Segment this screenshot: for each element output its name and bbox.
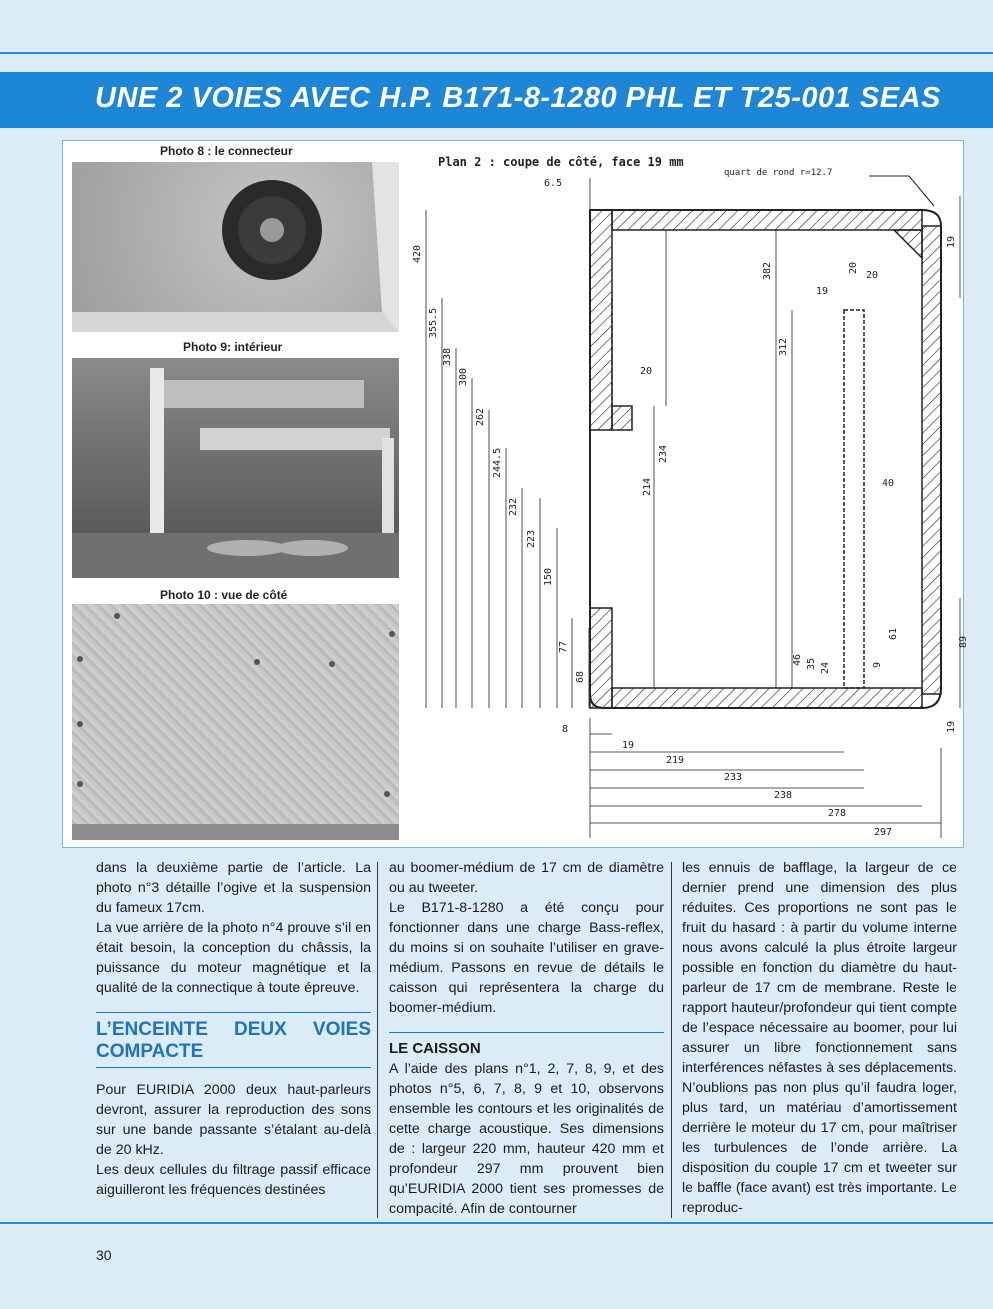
dim-20-baffle: 20 <box>640 366 653 377</box>
dim-19-top: 19 <box>946 235 957 248</box>
plan-note: quart de rond r=12.7 <box>724 168 833 178</box>
article-title: UNE 2 VOIES AVEC H.P. B171-8-1280 PHL ET T25-001 SEAS <box>95 82 941 114</box>
column-middle <box>389 858 664 1219</box>
dim-6-5: 6.5 <box>544 178 563 189</box>
photo9-caption: Photo 9: intérieur <box>183 340 283 354</box>
middle-paragraph-3: A l’aide des plans n°1, 2, 7, 8, 9, et des photos n°5, 6, 7, 8, 9 et 10, observons ensemble les contours et les originalités de cette charge acoustique. Ses dimensions de : largeur 220 mm, hauteur 420 mm et profondeur 297 mm prouvent bien qu’EURIDIA 2000 tient ses promesses de compacité. Afin de contourner <box>389 1061 664 1217</box>
dim-61: 61 <box>888 627 899 640</box>
dim-244-5: 244.5 <box>492 447 503 478</box>
side-view-image <box>72 604 399 840</box>
page-number: 30 <box>96 1247 112 1263</box>
section-heading-caisson: LE CAISSON <box>389 1040 481 1057</box>
photo-interior <box>72 358 399 578</box>
left-paragraph-4: Les deux cellules du filtrage passif efficace aiguilleront les fréquences destinées <box>96 1162 371 1198</box>
cross-section-svg <box>404 148 969 844</box>
dim-278: 278 <box>828 808 847 819</box>
dim-68: 68 <box>575 670 586 683</box>
dim-19-bottom: 19 <box>946 720 957 733</box>
top-rule <box>0 52 993 54</box>
photo-connector <box>72 162 399 332</box>
left-paragraph-3: Pour EURIDIA 2000 deux haut-parleurs devront, assurer la reproduction des sons sur une bande passante s’étalant au-delà de 20 kHz. <box>96 1082 371 1158</box>
middle-paragraph-1: au boomer-médium de 17 cm de diamètre ou au tweeter. <box>389 860 664 896</box>
dim-262: 262 <box>475 407 486 426</box>
section-heading-compacte: L’ENCEINTE DEUX VOIES COMPACTE <box>96 1019 371 1062</box>
dim-312: 312 <box>778 337 789 356</box>
dim-77: 77 <box>558 640 569 653</box>
column-right <box>682 858 957 1218</box>
dim-232: 232 <box>508 497 519 516</box>
column-left <box>96 858 371 1200</box>
dim-234: 234 <box>658 444 669 463</box>
dim-300: 300 <box>458 367 469 386</box>
photo10-caption: Photo 10 : vue de côté <box>160 588 288 602</box>
plan-2-drawing <box>404 148 969 844</box>
dim-20-corner-h: 20 <box>866 270 879 281</box>
dim-219: 219 <box>666 755 685 766</box>
dim-35: 35 <box>806 657 817 670</box>
dim-382: 382 <box>762 261 773 280</box>
dim-40: 40 <box>882 478 895 489</box>
dim-338: 338 <box>442 347 453 366</box>
left-paragraph-1: dans la deuxième partie de l’article. La photo n°3 détaille l’ogive et la suspension du fameux 17cm. <box>96 860 371 916</box>
connector-image <box>72 162 399 332</box>
dim-297: 297 <box>874 827 893 838</box>
dim-238: 238 <box>774 790 793 801</box>
dim-9: 9 <box>872 661 883 668</box>
dim-150: 150 <box>543 567 554 586</box>
dim-8: 8 <box>562 724 569 735</box>
dim-233: 233 <box>724 772 743 783</box>
title-banner <box>0 72 993 128</box>
middle-paragraph-2: Le B171-8-1280 a été conçu pour fonctionner dans une charge Bass-reflex, du moins si on souhaite l’utiliser en grave-médium. Passons en revue de détails le caisson qui représentera la charge du boomer-médium. <box>389 900 664 1016</box>
photo-side-view <box>72 604 399 840</box>
bottom-rule <box>0 1222 993 1224</box>
dim-19-front: 19 <box>622 740 635 751</box>
right-paragraph-1: les ennuis de bafflage, la largeur de ce dernier prend une dimension des plus réduites. Ces proportions ne sont pas le fruit du hasard : à partir du volume interne nous avons calculé la plus étroite largeur possible en fonction du diamètre du haut-parleur de 17 cm de membrane. Reste le rapport hauteur/profondeur qui tient compte de l’espace nécessaire au boomer, pour lui assurer un libre fonctionnement sans interférences néfastes à ses déplacements. N’oublions pas non plus qu’il faudra loger, plus tard, un matériau d’amortissement derrière le moteur du 17 cm, pour maîtriser les turbulences de l’onde arrière. La disposition du couple 17 cm et tweeter sur le baffle (face avant) est très importante. Le reproduc- <box>682 860 957 1216</box>
left-paragraph-2: La vue arrière de la photo n°4 prouve s’il en était besoin, la conception du châssis, la puissance du moteur magnétique et la qualité de la connectique à toute épreuve. <box>96 920 371 996</box>
dim-20-corner-v: 20 <box>848 261 859 274</box>
dim-46: 46 <box>792 653 803 666</box>
plan-title: Plan 2 : coupe de côté, face 19 mm <box>438 155 684 169</box>
dim-24: 24 <box>820 661 831 674</box>
photo8-caption: Photo 8 : le connecteur <box>160 144 293 158</box>
column-divider-2 <box>671 862 672 1218</box>
dim-355-5: 355.5 <box>428 307 439 338</box>
dim-89: 89 <box>958 635 969 648</box>
dim-214: 214 <box>642 477 653 496</box>
dim-223: 223 <box>526 529 537 548</box>
column-divider-1 <box>377 862 378 1218</box>
dim-420: 420 <box>412 244 423 263</box>
interior-image <box>72 358 399 578</box>
dim-19-inner: 19 <box>816 286 829 297</box>
